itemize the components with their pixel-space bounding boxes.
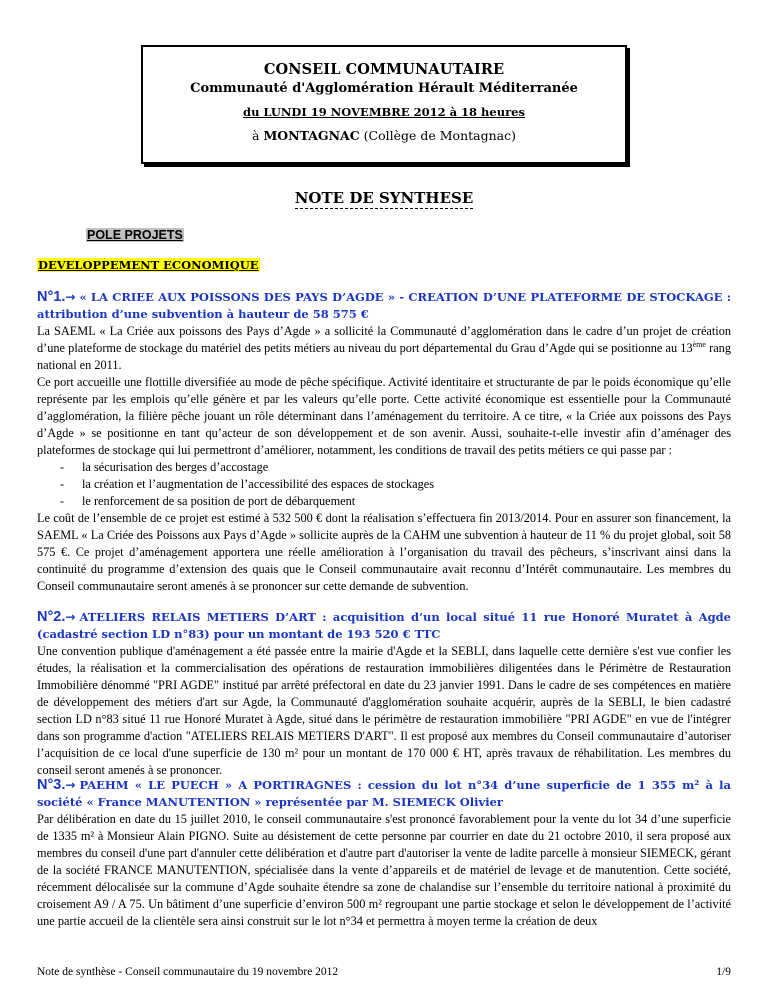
paragraph: Par délibération en date du 15 juillet 2010, le conseil communautaire s'est prononcé favorablement pour la vente du lot 34 d’une superficie de 1335 m² à Monsieur Alain PIGNO. Suite au désistement de cette personne par courrier en date du 21 octobre 2010, il sera proposé aux membres du conseil d'une part d'annuler cette délibération et d'autre part d'autoriser la vente de ladite parcelle à monsieur SIEMECK, gérant de la société FRANCE MANUTENTION, spécialisée dans la vente d’appareils et de matériel de levage et de manutention. Cette société, récemment délocalisée sur la commune d’Agde souhaite étendre sa zone de chalandise sur l’ensemble du territoire national à proximité du croisement A9 / A 75. Un bâtiment d’une superficie d’environ 500 m² regroupant une partie stockage et selon le développement de l’activité une partie accueil de la clientèle sera ainsi construit sur le lot n°34 et permettra à moyen terme la création de deux	[37, 812, 731, 928]
list-item: - la création et l’augmentation de l’accessibilité des espaces de stockages	[60, 477, 435, 491]
header-box	[141, 45, 627, 164]
arrow-right-icon: →	[65, 778, 76, 792]
meeting-date: du LUNDI 19 NOVEMBRE 2012 à 18 heures	[243, 105, 525, 119]
section-1-body	[37, 323, 731, 595]
list-item: - la sécurisation des berges d’accostage	[60, 460, 269, 474]
council-title: CONSEIL COMMUNAUTAIRE	[263, 61, 505, 78]
footer-text: Note de synthèse - Conseil communautaire du 19 novembre 2012	[37, 966, 339, 978]
arrow-right-icon: →	[65, 610, 76, 624]
section-3-body	[37, 811, 731, 930]
section-category: DEVELOPPEMENT ECONOMIQUE	[38, 258, 259, 272]
pole-label: POLE PROJETS	[87, 228, 183, 242]
section-title: « LA CRIEE AUX POISSONS DES PAYS D’AGDE » - CREATION D’UNE PLATEFORME DE STOCKAGE : attribution d’une subvention à hauteur de 58 575 €	[37, 290, 731, 321]
section-number: N°2.	[37, 609, 66, 625]
arrow-right-icon: →	[65, 290, 76, 304]
section-title: PAEHM « LE PUECH » A PORTIRAGNES : cession du lot n°34 d’une superficie de 1 355 m² à la société « France MANUTENTION » représentée par M. SIEMECK Olivier	[37, 778, 731, 809]
section-number: N°3.	[37, 777, 66, 793]
place-detail: (Collège de Montagnac)	[363, 128, 516, 143]
agglomeration-name: Communauté d'Agglomération Hérault Méditerranée	[190, 81, 578, 96]
place-city: MONTAGNAC	[263, 128, 360, 143]
section-2-heading	[37, 609, 731, 643]
section-2-body	[37, 643, 731, 779]
paragraph: Une convention publique d'aménagement a été passée entre la mairie d'Agde et la SEBLI, dans laquelle cette dernière s'est vue confier les études, la réalisation et la commercialisation des opérations de restauration immobilières diligentées dans le Périmètre de Restauration Immobilière dénommé "PRI AGDE" institué par arrêté préfectoral en date du 23 janvier 1991. Dans le cadre de ses compétences en matière de développement des métiers d'art sur Agde, la Communauté d'agglomération souhaite acquérir, auprès de la SEBLI, le bien cadastré section LD n°83 situé 11 rue Honoré Muratet à Agde, situé dans le périmètre de restauration immobilière "PRI AGDE" en vue de l'intégrer dans son programme d'action "ATELIERS RELAIS METIERS D'ART". Il est proposé aux membres du Conseil communautaire d’autoriser l’acquisition de ce local d'une superficie de 130 m² pour un montant de 170 000 € HT, après travaux de réhabilitation. Les membres du conseil seront amenés à se prononcer.	[37, 644, 731, 777]
section-2	[37, 609, 731, 779]
section-number: N°1.	[37, 289, 66, 305]
note-title: NOTE DE SYNTHESE	[294, 189, 474, 207]
meeting-place	[143, 128, 625, 143]
paragraph: Ce port accueille une flottille diversifiée au mode de pêche spécifique. Activité identitaire et structurante de par le poids économique qu’elle représente par les emplois qu’elle génère et par les valeurs qu’elle porte. Cette activité économique est essentielle pour la Communauté d’agglomération, la filière pêche jouant un rôle déterminant dans l’aménagement du territoire. A ce titre, « la Criée aux poissons des Pays d’Agde » se positionne en tant qu’acteur de son développement et de son avenir. Aussi, souhaite-t-elle investir afin d’aménager des plateformes de stockage qui lui permettront d’améliorer, notamment, les conditions de travail des petits métiers ce qui passe par :	[37, 375, 731, 457]
section-1	[37, 289, 731, 595]
section-title: ATELIERS RELAIS METIERS D’ART : acquisition d’un local situé 11 rue Honoré Muratet à Agde (cadastré section LD n°83) pour un montant de 193 520 € TTC	[37, 610, 731, 641]
page-footer	[37, 966, 731, 978]
page-number: 1/9	[716, 966, 731, 978]
list-item: - le renforcement de sa position de port de débarquement	[60, 494, 356, 508]
section-1-heading	[37, 289, 731, 323]
bullet-list	[37, 459, 731, 510]
paragraph: La SAEML « La Criée aux poissons des Pays d’Agde » a sollicité la Communauté d’agglomération dans le cadre d’un projet de création d’une plateforme de stockage du matériel des petits métiers au niveau du port départemental du Grau d’Agde qui se positionne au 13ème rang national en 2011.	[37, 324, 731, 372]
section-3-heading	[37, 777, 731, 811]
paragraph: Le coût de l’ensemble de ce projet est estimé à 532 500 € dont la réalisation s’effectuera fin 2013/2014. Pour en assurer son financement, la SAEML « La Criée des Poissons aux Pays d’Agde » sollicite auprès de la CAHM une subvention à hauteur de 11 % du projet global, soit 58 575 €. Ce projet d’aménagement apportera une réelle amélioration à l’organisation du travail des pêcheurs, s’inscrivant ainsi dans la continuité du programme d’extension des quais que le Conseil communautaire avait reconnu d’Intérêt communautaire. Les membres du Conseil communautaire seront amenés à se prononcer sur cette demande de subvention.	[37, 511, 731, 593]
place-prefix: à	[252, 128, 260, 143]
section-3	[37, 777, 731, 930]
